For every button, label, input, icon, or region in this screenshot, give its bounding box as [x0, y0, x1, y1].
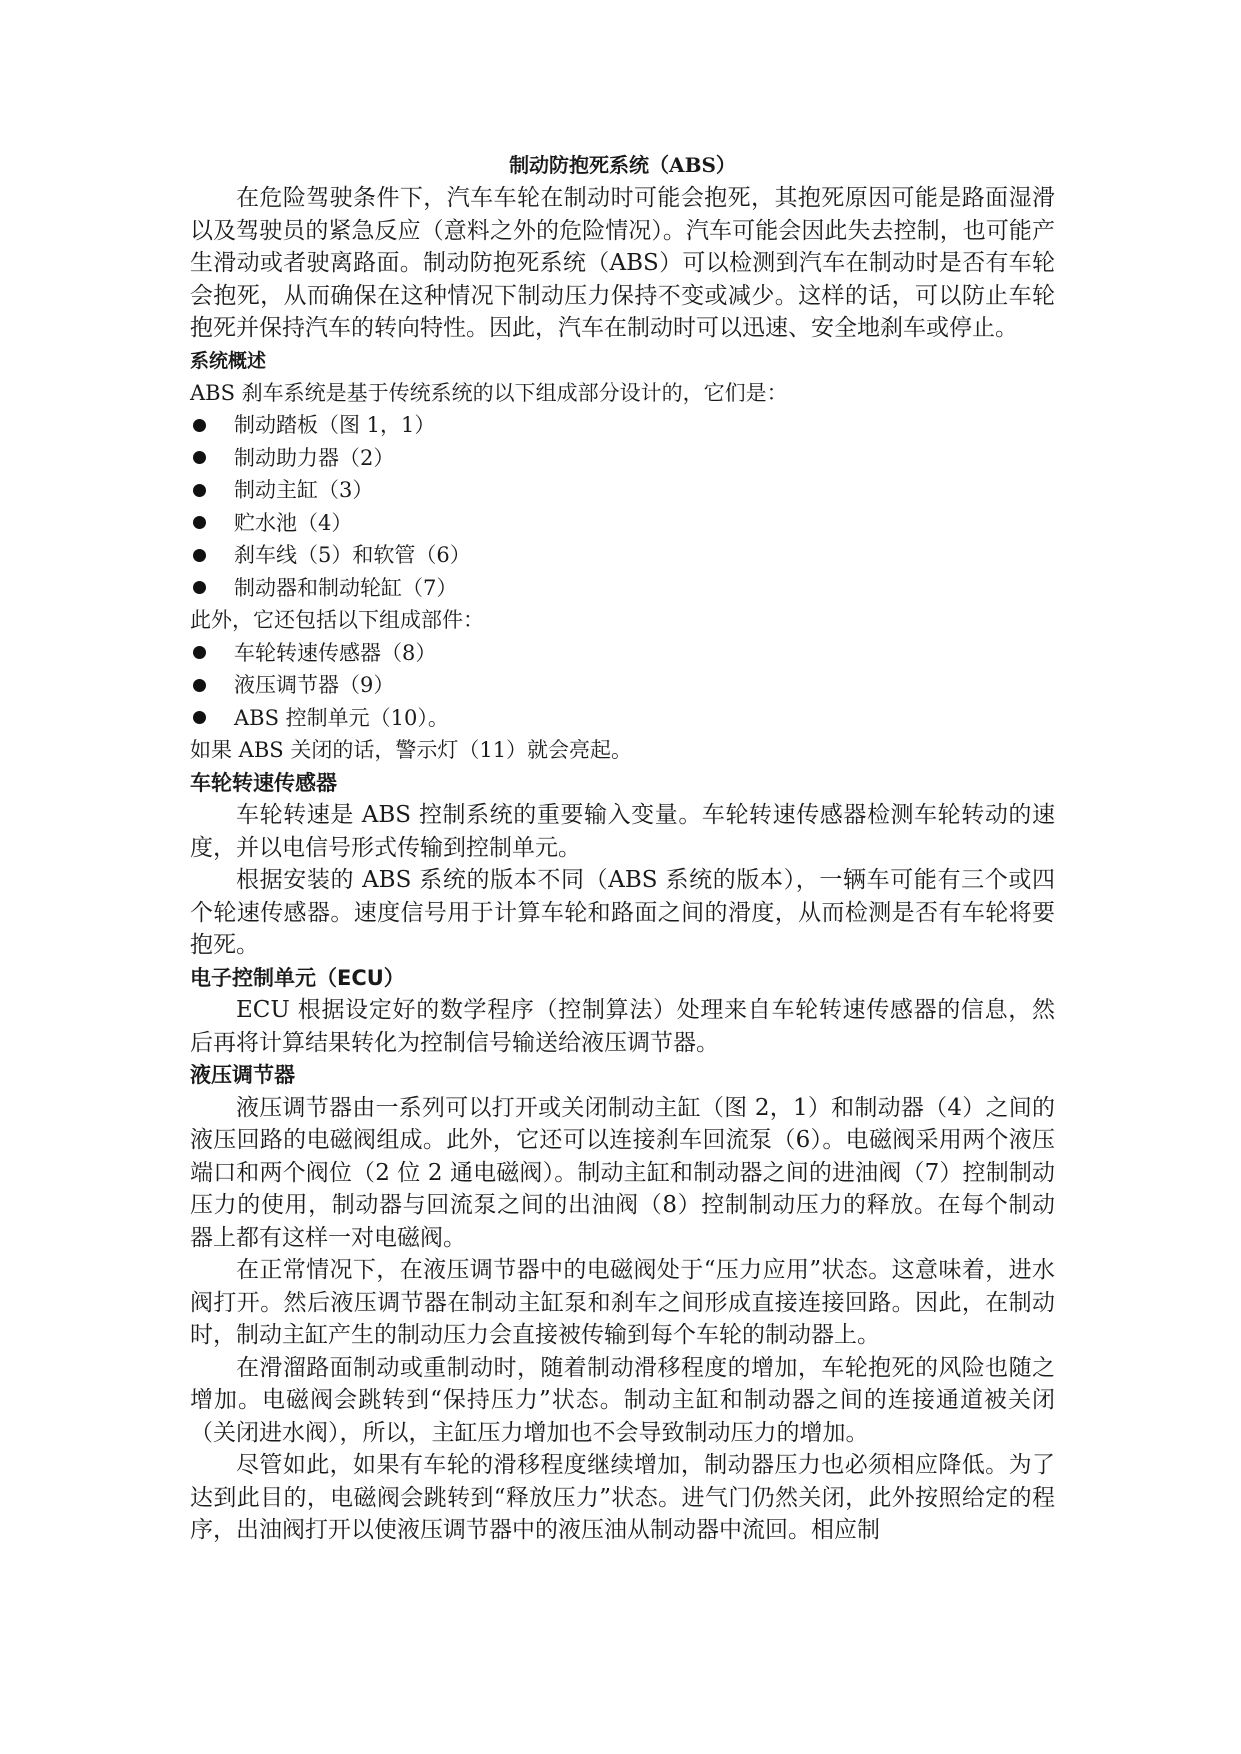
list-item: 制动踏板（图 1，1）: [190, 409, 1055, 442]
list-item: 制动器和制动轮缸（7）: [190, 572, 1055, 605]
sensor-paragraph-2: 根据安装的 ABS 系统的版本不同（ABS 系统的版本），一辆车可能有三个或四个轮速传感器。速度信号用于计算车轮和路面之间的滑度，从而检测是否有车轮将要抱死。: [190, 867, 1055, 958]
bullet-icon: [193, 646, 206, 659]
sensor-heading: 车轮转速传感器: [190, 770, 337, 795]
overview-heading: 系统概述: [190, 349, 267, 372]
ecu-heading: 电子控制单元（ECU）: [190, 965, 405, 990]
hydraulic-paragraph-1: 液压调节器由一系列可以打开或关闭制动主缸（图 2，1）和制动器（4）之间的液压回路的电磁阀组成。此外，它还可以连接刹车回流泵（6）。电磁阀采用两个液压端口和两个阀位（2 位 2 通电磁阀）。制动主缸和制动器之间的进油阀（7）控制制动压力的使用，制动器与回流泵之间的出油阀（8）控制制动压力的释放。在每个制动器上都有这样一对电磁阀。: [190, 1094, 1055, 1251]
list-item: 制动主缸（3）: [190, 474, 1055, 507]
bullet-icon: [193, 419, 206, 432]
bullet-icon: [193, 711, 206, 724]
hydraulic-paragraph-2: 在正常情况下，在液压调节器中的电磁阀处于“压力应用”状态。这意味着，进水阀打开。然后液压调节器在制动主缸泵和刹车之间形成直接连接回路。因此，在制动时，制动主缸产生的制动压力会直接被传输到每个车轮的制动器上。: [190, 1257, 1055, 1348]
list-item: ABS 控制单元（10）。: [190, 702, 1055, 735]
component-list: [190, 409, 1055, 604]
list-item: 液压调节器（9）: [190, 669, 1055, 702]
list-item: 刹车线（5）和软管（6）: [190, 539, 1055, 572]
list-item: 贮水池（4）: [190, 507, 1055, 540]
intro-paragraph: 在危险驾驶条件下，汽车车轮在制动时可能会抱死，其抱死原因可能是路面湿滑以及驾驶员的紧急反应（意料之外的危险情况）。汽车可能会因此失去控制，也可能产生滑动或者驶离路面。制动防抱死系统（ABS）可以检测到汽车在制动时是否有车轮会抱死，从而确保在这种情况下制动压力保持不变或减少。这样的话，可以防止车轮抱死并保持汽车的转向特性。因此，汽车在制动时可以迅速、安全地刹车或停止。: [190, 185, 1055, 341]
document-title: 制动防抱死系统（ABS）: [509, 153, 736, 177]
warning-light-note: 如果 ABS 关闭的话，警示灯（11）就会亮起。: [190, 738, 633, 762]
extra-component-list: [190, 637, 1055, 735]
extra-components-lead: 此外，它还包括以下组成部件：: [190, 608, 484, 632]
list-item: 车轮转速传感器（8）: [190, 637, 1055, 670]
hydraulic-paragraph-4: 尽管如此，如果有车轮的滑移程度继续增加，制动器压力也必须相应降低。为了达到此目的，电磁阀会跳转到“释放压力”状态。进气门仍然关闭，此外按照给定的程序，出油阀打开以使液压调节器中的液压油从制动器中流回。相应制: [190, 1452, 1055, 1543]
bullet-icon: [193, 451, 206, 464]
hydraulic-paragraph-3: 在滑溜路面制动或重制动时，随着制动滑移程度的增加，车轮抱死的风险也随之增加。电磁阀会跳转到“保持压力”状态。制动主缸和制动器之间的连接通道被关闭（关闭进水阀），所以，主缸压力增加也不会导致制动压力的增加。: [190, 1354, 1055, 1446]
sensor-paragraph-1: 车轮转速是 ABS 控制系统的重要输入变量。车轮转速传感器检测车轮转动的速度，并以电信号形式传输到控制单元。: [190, 802, 1055, 861]
list-item: 制动助力器（2）: [190, 442, 1055, 475]
hydraulic-heading: 液压调节器: [190, 1063, 295, 1087]
document-page: [190, 150, 1055, 1547]
bullet-icon: [193, 549, 206, 562]
bullet-icon: [193, 516, 206, 529]
bullet-icon: [193, 581, 206, 594]
bullet-icon: [193, 679, 206, 692]
overview-lead: ABS 刹车系统是基于传统系统的以下组成部分设计的，它们是：: [190, 380, 788, 405]
bullet-icon: [193, 484, 206, 497]
ecu-paragraph-1: ECU 根据设定好的数学程序（控制算法）处理来自车轮转速传感器的信息，然后再将计算结果转化为控制信号输送给液压调节器。: [190, 997, 1055, 1056]
